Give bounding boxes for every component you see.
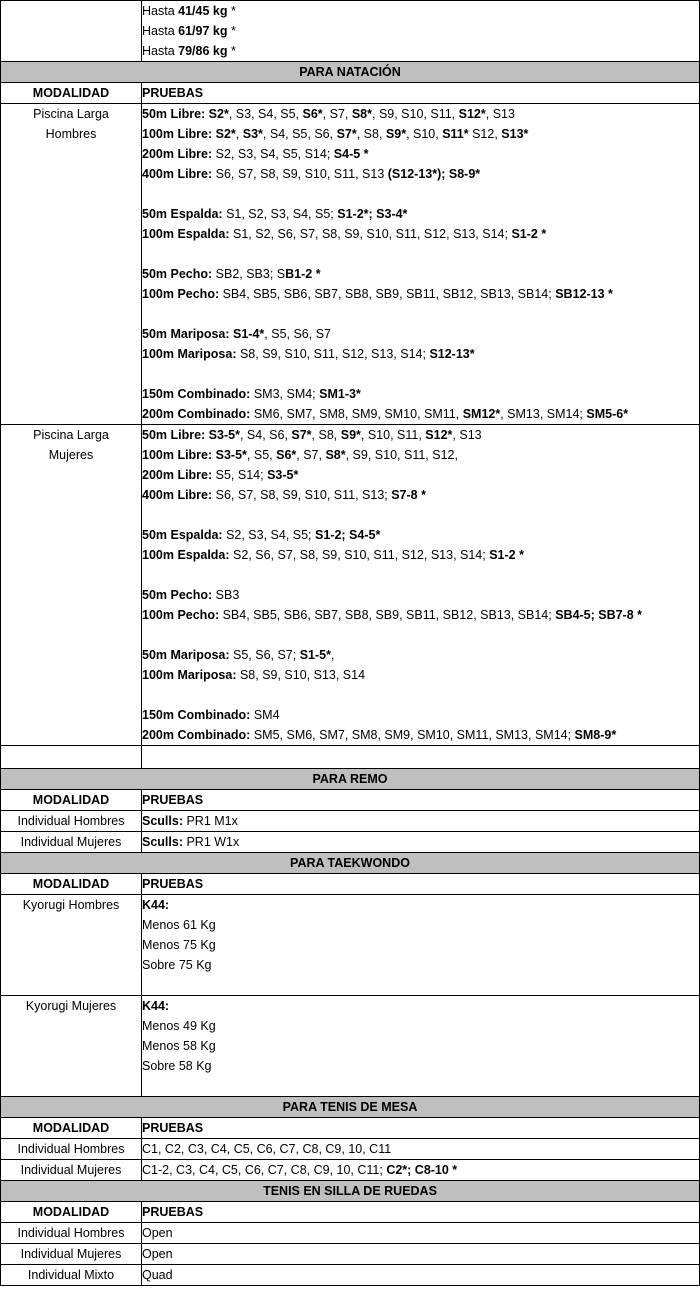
text-line: Individual Mixto bbox=[27, 1268, 115, 1282]
text-line: 100m Libre: S2*, S3*, S4, S5, S6, S7*, S8, S9*, S10, S11* S12, S13* bbox=[142, 127, 529, 141]
row-kyorugi-mujeres bbox=[1, 996, 700, 1097]
modalidad-cell bbox=[1, 425, 142, 746]
pruebas-column-header bbox=[142, 1202, 700, 1223]
text-line: 50m Pecho: SB3 bbox=[142, 588, 240, 602]
row-tenis-silla-individual-mujeres bbox=[1, 1244, 700, 1265]
section-title bbox=[1, 62, 700, 83]
text-line: 200m Libre: S2, S3, S4, S5, S14; S4-5 * bbox=[142, 147, 369, 161]
row-remo-individual-mujeres bbox=[1, 832, 700, 853]
pruebas-cell bbox=[142, 746, 700, 769]
text-line: PARA NATACIÓN bbox=[299, 65, 401, 79]
text-line: Hasta 61/97 kg * bbox=[142, 24, 236, 38]
text-line: 150m Combinado: SM4 bbox=[142, 708, 280, 722]
text-line: PARA REMO bbox=[312, 772, 388, 786]
pruebas-column-header bbox=[142, 1118, 700, 1139]
text-line: TENIS EN SILLA DE RUEDAS bbox=[263, 1184, 437, 1198]
pruebas-cell bbox=[142, 996, 700, 1097]
pruebas-cell bbox=[142, 895, 700, 996]
modalidad-cell bbox=[1, 895, 142, 996]
column-header-row bbox=[1, 874, 700, 895]
text-line: MODALIDAD bbox=[32, 1205, 110, 1219]
text-line: Individual Mujeres bbox=[20, 835, 122, 849]
text-line: Sobre 58 Kg bbox=[142, 1059, 212, 1073]
modalidad-column-header bbox=[1, 83, 142, 104]
text-line: PRUEBAS bbox=[142, 1205, 204, 1219]
text-line bbox=[142, 975, 699, 995]
row-kyorugi-hombres bbox=[1, 895, 700, 996]
text-line: 150m Combinado: SM3, SM4; SM1-3* bbox=[142, 387, 361, 401]
text-line: C1-2, C3, C4, C5, C6, C7, C8, C9, 10, C11; C2*; C8-10 * bbox=[142, 1163, 458, 1177]
column-header-row bbox=[1, 1118, 700, 1139]
text-line bbox=[142, 244, 699, 264]
text-line: 100m Espalda: S1, S2, S6, S7, S8, S9, S10, S11, S12, S13, S14; S1-2 * bbox=[142, 227, 547, 241]
modalidad-cell bbox=[1, 811, 142, 832]
text-line: 50m Libre: S2*, S3, S4, S5, S6*, S7, S8*, S9, S10, S11, S12*, S13 bbox=[142, 107, 515, 121]
text-line: PARA TAEKWONDO bbox=[290, 856, 410, 870]
text-line: 100m Espalda: S2, S6, S7, S8, S9, S10, S11, S12, S13, S14; S1-2 * bbox=[142, 548, 524, 562]
text-line: K44: bbox=[142, 898, 170, 912]
text-line: Open bbox=[142, 1226, 173, 1240]
modalidad-cell bbox=[1, 1160, 142, 1181]
text-line bbox=[142, 625, 699, 645]
modalidad-cell bbox=[1, 1, 142, 62]
text-line: 400m Libre: S6, S7, S8, S9, S10, S11, S13 (S12-13*); S8-9* bbox=[142, 167, 481, 181]
text-line: MODALIDAD bbox=[32, 1121, 110, 1135]
text-line bbox=[142, 364, 699, 384]
text-line bbox=[142, 1076, 699, 1096]
modalidad-cell bbox=[1, 1244, 142, 1265]
text-line: Kyorugi Hombres bbox=[22, 898, 120, 912]
text-line: 400m Libre: S6, S7, S8, S9, S10, S11, S13; S7-8 * bbox=[142, 488, 426, 502]
text-line: 50m Espalda: S1, S2, S3, S4, S5; S1-2*; S3-4* bbox=[142, 207, 408, 221]
text-line: 50m Pecho: SB2, SB3; SB1-2 * bbox=[142, 267, 321, 281]
pruebas-cell bbox=[142, 104, 700, 425]
text-line: Hombres bbox=[45, 127, 97, 141]
pruebas-cell bbox=[142, 425, 700, 746]
modalidad-cell bbox=[1, 996, 142, 1097]
text-line: 200m Libre: S5, S14; S3-5* bbox=[142, 468, 299, 482]
modalidad-column-header bbox=[1, 874, 142, 895]
text-line: 100m Libre: S3-5*, S5, S6*, S7, S8*, S9, S10, S11, S12, bbox=[142, 448, 458, 462]
text-line: K44: bbox=[142, 999, 170, 1013]
text-line: PRUEBAS bbox=[142, 877, 204, 891]
text-line: Individual Hombres bbox=[17, 1226, 125, 1240]
text-line: 200m Combinado: SM5, SM6, SM7, SM8, SM9, SM10, SM11, SM13, SM14; SM8-9* bbox=[142, 728, 617, 742]
section-title bbox=[1, 1181, 700, 1202]
text-line: 200m Combinado: SM6, SM7, SM8, SM9, SM10, SM11, SM12*, SM13, SM14; SM5-6* bbox=[142, 407, 629, 421]
modalidad-cell bbox=[1, 1139, 142, 1160]
pruebas-column-header bbox=[142, 83, 700, 104]
pruebas-cell bbox=[142, 832, 700, 853]
text-line: Hasta 41/45 kg * bbox=[142, 4, 236, 18]
row-tenis-mesa-individual-hombres bbox=[1, 1139, 700, 1160]
pruebas-column-header bbox=[142, 790, 700, 811]
text-line: MODALIDAD bbox=[32, 86, 110, 100]
section-title bbox=[1, 1097, 700, 1118]
text-line: 50m Libre: S3-5*, S4, S6, S7*, S8, S9*, S10, S11, S12*, S13 bbox=[142, 428, 482, 442]
row-remo-individual-hombres bbox=[1, 811, 700, 832]
text-line: Menos 61 Kg bbox=[142, 918, 216, 932]
text-line: Mujeres bbox=[48, 448, 94, 462]
text-line: PRUEBAS bbox=[142, 1121, 204, 1135]
text-line: Piscina Larga bbox=[33, 107, 109, 121]
modalidad-cell bbox=[1, 1265, 142, 1286]
section-title bbox=[1, 769, 700, 790]
text-line: Menos 75 Kg bbox=[142, 938, 216, 952]
text-line: 100m Pecho: SB4, SB5, SB6, SB7, SB8, SB9, SB11, SB12, SB13, SB14; SB4-5; SB7-8 * bbox=[142, 608, 643, 622]
pruebas-cell bbox=[142, 1265, 700, 1286]
text-line: 50m Mariposa: S5, S6, S7; S1-5*, bbox=[142, 648, 335, 662]
section-title bbox=[1, 853, 700, 874]
continuation-row bbox=[1, 1, 700, 62]
text-line: MODALIDAD bbox=[32, 877, 110, 891]
row-tenis-mesa-individual-mujeres bbox=[1, 1160, 700, 1181]
modalidad-cell bbox=[1, 1223, 142, 1244]
text-line: Sobre 75 Kg bbox=[142, 958, 212, 972]
text-line: Sculls: PR1 W1x bbox=[142, 835, 240, 849]
text-line: Kyorugi Mujeres bbox=[25, 999, 117, 1013]
modalidad-cell bbox=[1, 104, 142, 425]
section-header-tenis-silla-de-ruedas bbox=[1, 1181, 700, 1202]
pruebas-cell bbox=[142, 811, 700, 832]
spacer-row bbox=[1, 746, 700, 769]
section-header-para-natacion bbox=[1, 62, 700, 83]
text-line: Sculls: PR1 M1x bbox=[142, 814, 238, 828]
text-line: PRUEBAS bbox=[142, 86, 204, 100]
text-line: Hasta 79/86 kg * bbox=[142, 44, 236, 58]
text-line: 50m Espalda: S2, S3, S4, S5; S1-2; S4-5* bbox=[142, 528, 381, 542]
row-piscina-larga-mujeres bbox=[1, 425, 700, 746]
text-line: Individual Mujeres bbox=[20, 1163, 122, 1177]
modalidad-column-header bbox=[1, 1202, 142, 1223]
row-tenis-silla-individual-mixto bbox=[1, 1265, 700, 1286]
text-line bbox=[142, 685, 699, 705]
text-line: Individual Hombres bbox=[17, 814, 125, 828]
column-header-row bbox=[1, 790, 700, 811]
column-header-row bbox=[1, 83, 700, 104]
section-header-para-remo bbox=[1, 769, 700, 790]
text-line: Piscina Larga bbox=[33, 428, 109, 442]
text-line bbox=[142, 184, 699, 204]
text-line bbox=[142, 304, 699, 324]
text-line: PRUEBAS bbox=[142, 793, 204, 807]
section-header-para-taekwondo bbox=[1, 853, 700, 874]
text-line: Individual Mujeres bbox=[20, 1247, 122, 1261]
row-tenis-silla-individual-hombres bbox=[1, 1223, 700, 1244]
pruebas-cell bbox=[142, 1139, 700, 1160]
text-line: 100m Mariposa: S8, S9, S10, S11, S12, S13, S14; S12-13* bbox=[142, 347, 475, 361]
pruebas-column-header bbox=[142, 874, 700, 895]
text-line: C1, C2, C3, C4, C5, C6, C7, C8, C9, 10, C11 bbox=[142, 1142, 392, 1156]
pruebas-cell bbox=[142, 1, 700, 62]
pruebas-cell bbox=[142, 1160, 700, 1181]
text-line: PARA TENIS DE MESA bbox=[282, 1100, 418, 1114]
text-line: 50m Mariposa: S1-4*, S5, S6, S7 bbox=[142, 327, 331, 341]
text-line: 100m Pecho: SB4, SB5, SB6, SB7, SB8, SB9, SB11, SB12, SB13, SB14; SB12-13 * bbox=[142, 287, 613, 301]
column-header-row bbox=[1, 1202, 700, 1223]
modalidad-column-header bbox=[1, 790, 142, 811]
text-line bbox=[142, 505, 699, 525]
text-line: Individual Hombres bbox=[17, 1142, 125, 1156]
text-line: Quad bbox=[142, 1268, 173, 1282]
text-line: Menos 49 Kg bbox=[142, 1019, 216, 1033]
text-line: Open bbox=[142, 1247, 173, 1261]
text-line: 100m Mariposa: S8, S9, S10, S13, S14 bbox=[142, 668, 366, 682]
modalidad-cell bbox=[1, 832, 142, 853]
modalidad-column-header bbox=[1, 1118, 142, 1139]
pruebas-cell bbox=[142, 1244, 700, 1265]
section-header-para-tenis-de-mesa bbox=[1, 1097, 700, 1118]
text-line bbox=[142, 565, 699, 585]
pruebas-cell bbox=[142, 1223, 700, 1244]
text-line: MODALIDAD bbox=[32, 793, 110, 807]
events-table-body bbox=[1, 1, 700, 1286]
text-line: Menos 58 Kg bbox=[142, 1039, 216, 1053]
modalidad-cell bbox=[1, 746, 142, 769]
row-piscina-larga-hombres bbox=[1, 104, 700, 425]
